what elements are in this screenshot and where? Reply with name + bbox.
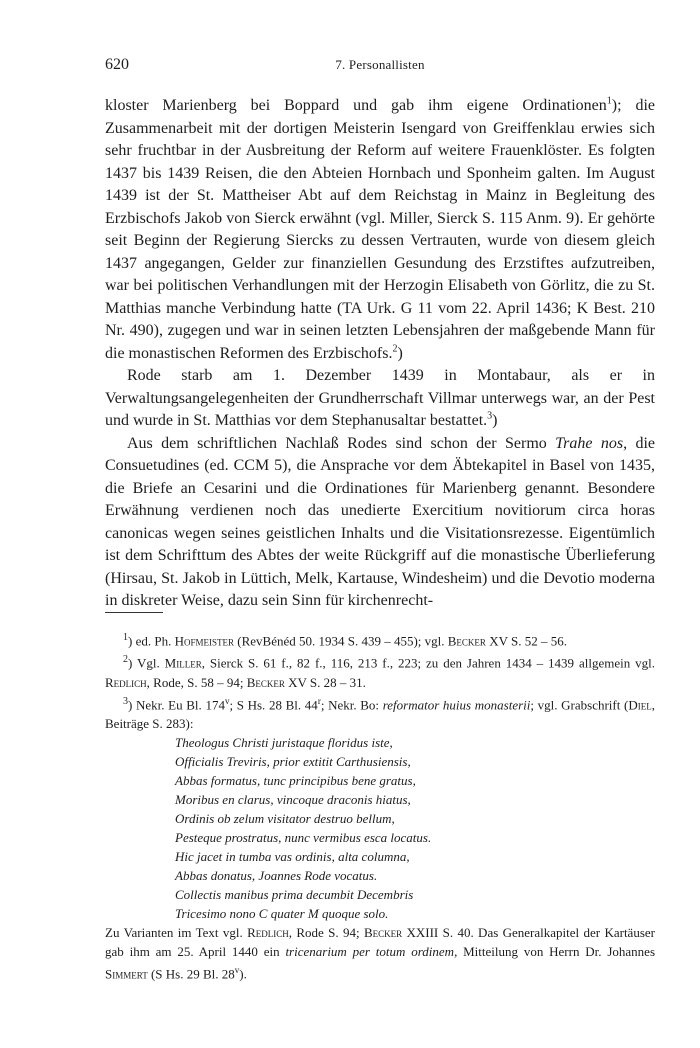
footnote-divider bbox=[105, 612, 163, 613]
footnote-text: XXIII S. 40. Das Generalkapitel der Kartäuser gab ihm am 25. April 1440 ein bbox=[105, 924, 655, 959]
footnote-mark: 2 bbox=[123, 654, 128, 666]
footnote-text: (RevBénéd 50. 1934 S. 439 – 455); vgl. bbox=[234, 633, 448, 649]
paragraph-text: Rode starb am 1. Dezember 1439 in Montabaur, als er in Verwaltungsangelegenheiten der Grundherrschaft Villmar unterwegs war, an der Pest und wurde in St. Matthias vor dem Stephanusaltar bestattet. bbox=[105, 367, 655, 429]
author-name: Redlich bbox=[247, 924, 289, 940]
poem-line: Tricesimo nono C quater M quoque solo. bbox=[175, 905, 389, 921]
author-name: Becker bbox=[447, 633, 486, 649]
folio-side: v bbox=[224, 695, 230, 706]
footnote-text: , Rode, S. 58 – 94; bbox=[146, 674, 247, 690]
work-title: Trahe nos bbox=[555, 434, 624, 452]
footnote-ref[interactable]: 1 bbox=[606, 95, 612, 107]
footnote-2 bbox=[105, 650, 655, 691]
paragraph-2 bbox=[105, 365, 655, 433]
footnote-text: , Sierck S. 61 f., 82 f., 116, 213 f., 223; zu den Jahren 1434 – 1439 allgemein vgl. bbox=[201, 655, 655, 671]
footnote-ref[interactable]: 3 bbox=[487, 410, 493, 422]
footnote-text: ; Nekr. Bo: bbox=[320, 696, 383, 712]
paragraph-3 bbox=[105, 433, 655, 613]
page-header bbox=[105, 56, 655, 78]
latin-quote: reformator huius monasterii bbox=[382, 696, 531, 712]
footnote-text: ) Vgl. bbox=[128, 655, 165, 671]
footnote-text: ) Nekr. Eu Bl. 174 bbox=[128, 696, 225, 712]
paragraph-text: kloster Marienberg bei Boppard und gab ihm eigene Ordinationen bbox=[105, 97, 607, 114]
author-name: Becker bbox=[246, 674, 285, 690]
footnote-mark: 1 bbox=[123, 632, 128, 643]
epitaph-poem bbox=[175, 733, 655, 923]
footnote-text: , Mitteilung von Herrn Dr. Johannes bbox=[454, 943, 655, 959]
poem-line: Abbas donatus, Joannes Rode vocatus. bbox=[175, 867, 378, 883]
footnote-text: ). bbox=[239, 966, 247, 982]
page-number: 620 bbox=[105, 56, 129, 73]
poem-line: Collectis manibus prima decumbit Decembris bbox=[175, 886, 414, 902]
folio-side: v bbox=[234, 964, 240, 975]
footnote-text: ; S Hs. 28 Bl. 44 bbox=[229, 696, 318, 712]
author-name: Hofmeister bbox=[174, 633, 234, 649]
folio-side: r bbox=[317, 695, 321, 706]
poem-line: Hic jacet in tumba vas ordinis, alta columna, bbox=[175, 848, 410, 864]
footnote-text: XV S. 52 – 56. bbox=[485, 633, 567, 649]
poem-line: Ordinis ob zelum visitator destruo bellum, bbox=[175, 810, 395, 826]
footnote-text: XV S. 28 – 31. bbox=[284, 674, 366, 690]
running-head: 7. Personallisten bbox=[335, 57, 425, 72]
author-name: Miller bbox=[164, 655, 202, 671]
footnote-text: Zu Varianten im Text vgl. bbox=[105, 924, 248, 940]
footnote-3 bbox=[105, 692, 655, 733]
poem-line: Pesteque prostratus, nunc vermibus esca locatus. bbox=[175, 829, 432, 845]
footnote-text: ; vgl. Grabschrift ( bbox=[530, 696, 629, 712]
poem-line: Moribus en clarus, vincoque draconis hiatus, bbox=[175, 791, 411, 807]
poem-line: Officialis Treviris, prior extitit Carthusiensis, bbox=[175, 753, 411, 769]
footnote-text: , Beiträge S. 283): bbox=[105, 696, 655, 731]
paragraph-text: , die Consuetudines (ed. CCM 5), die Ansprache vor dem Äbtekapitel in Basel von 1435, die Briefe an Cesarini und die Ordinationes für Marienberg genannt. Besondere Erwähnung verdienen noch das unedierte Exercitium novitiorum circa horas canonicas wegen seines geistlichen Inhalts und die Visitationsrezesse. Eigentümlich ist dem Schrifttum des Abtes der weite Rückgriff auf die monastische Überlieferung (Hirsau, St. Jakob in Lüttich, Melk, Kartause, Windesheim) und die Devotio moderna in diskreter Weise, dazu sein Sinn für kirchenrecht- bbox=[105, 434, 656, 609]
paragraph-text: ) bbox=[492, 412, 498, 429]
footnote-text: (S Hs. 29 Bl. 28 bbox=[147, 966, 235, 982]
poem-line: Abbas formatus, tunc principibus bene gratus, bbox=[175, 772, 416, 788]
author-name: Simmert bbox=[105, 966, 148, 982]
footnote-1 bbox=[105, 628, 655, 650]
footnotes bbox=[105, 628, 655, 983]
main-text bbox=[105, 95, 655, 613]
author-name: Redlich bbox=[105, 674, 147, 690]
paragraph-text: ) bbox=[397, 344, 403, 362]
footnote-text: ) ed. Ph. bbox=[128, 633, 175, 649]
footnote-ref[interactable]: 2 bbox=[392, 343, 398, 355]
author-name: Becker bbox=[363, 924, 403, 940]
paragraph-text: Aus dem schriftlichen Nachlaß Rodes sind schon der Sermo bbox=[127, 434, 556, 452]
footnote-mark: 3 bbox=[123, 695, 128, 707]
paragraph-1 bbox=[105, 95, 655, 365]
latin-quote: tricenarium per totum ordinem bbox=[285, 943, 455, 959]
footnote-3-continuation bbox=[105, 923, 655, 983]
author-name: Diel bbox=[628, 696, 652, 712]
paragraph-text: ); die Zusammenarbeit mit der dortigen Meisterin Isengard von Greiffenklau erwies sich sehr fruchtbar in der Ausbreitung der Reform auf weitere Frauenklöster. Es folgten 1437 bis 1439 Reisen, die den Abteien Hornbach und Sponheim galten. Im August 1439 ist der St. Mattheiser Abt auf dem Reichstag in Mainz in Begleitung des Erzbischofs Jakob von Sierck erwähnt (vgl. Miller, Sierck S. 115 Anm. 9). Er gehörte seit Beginn der Regierung Siercks zu dessen Vertrauten, wurde von diesem gleich 1437 angegangen, Gelder zur finanziellen Gesundung des Erzstiftes aufzutreiben, war bei politischen Verhandlungen mit der Herzogin Elisabeth von Görlitz, die zu St. Matthias manche Verbindung hatte (TA Urk. G 11 vom 22. April 1436; K Best. 210 Nr. 490), zugegen und war in seinen letzten Lebensjahren der maßgebende Mann für die monastischen Reformen des Erzbischofs. bbox=[105, 97, 656, 362]
poem-line: Theologus Christi juristaque floridus iste, bbox=[175, 734, 393, 750]
footnote-text: , Rode S. 94; bbox=[288, 924, 364, 940]
